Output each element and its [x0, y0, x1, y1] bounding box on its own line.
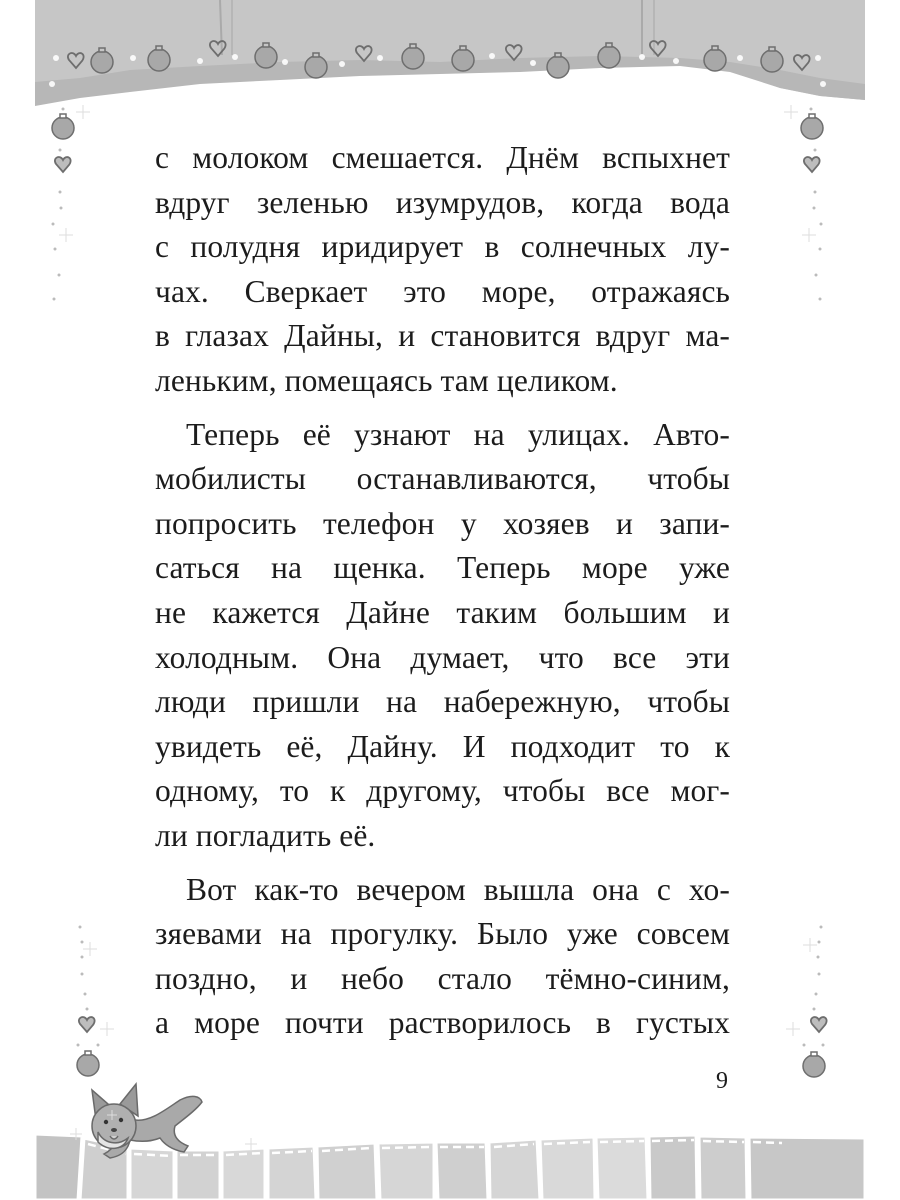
running-puppy-illustration: [92, 1084, 202, 1158]
text-line: с молоком смешается. Днём вспыхнет: [155, 140, 730, 175]
text-line: не кажется Дайне таким большим и: [155, 594, 730, 630]
left-lower-ornaments: [30, 900, 140, 1080]
paragraph-3: [155, 868, 730, 1046]
page-number: 9: [716, 1068, 728, 1094]
text-line: ли погладить её.: [155, 817, 376, 853]
text-line: с полудня иридирует в солнечных лу-: [155, 229, 730, 265]
text-line: люди пришли на набережную, чтобы: [155, 684, 730, 720]
text-line: вдруг зеленью изумрудов, когда вода: [155, 184, 730, 220]
text-line: саться на щенка. Теперь море уже: [155, 550, 730, 586]
text-line: попросить телефон у хозяев и запи-: [155, 505, 730, 541]
left-side-ornaments: [30, 100, 140, 360]
text-line: чах. Сверкает это море, отражаясь: [155, 273, 730, 309]
text-line: увидеть её, Дайну. И подходит то к: [155, 728, 730, 764]
heart-icon: [804, 157, 820, 172]
text-line: зяевами на прогулку. Было уже совсем: [155, 916, 730, 952]
heart-icon: [55, 157, 71, 172]
paragraph-2: [155, 413, 730, 859]
bottom-fabric-strip: [0, 1080, 900, 1200]
text-line: леньким, помещаясь там целиком.: [155, 362, 618, 398]
text-line: Теперь её узнают на улицах. Авто-: [186, 416, 730, 452]
text-line: холодным. Она думает, что все эти: [155, 639, 730, 675]
ornament-icon: [801, 114, 823, 139]
heart-icon: [79, 1017, 95, 1032]
body-text: [155, 136, 730, 1046]
text-line: поздно, и небо стало тёмно-синим,: [155, 960, 730, 996]
text-line: в глазах Дайны, и становится вдруг ма-: [155, 318, 730, 354]
ornament-icon: [52, 114, 74, 139]
text-line: а море почти растворилось в густых: [155, 1005, 730, 1041]
heart-icon: [811, 1017, 827, 1032]
paragraph-1: [155, 136, 730, 404]
right-lower-ornaments: [760, 900, 870, 1080]
text-line: Вот как-то вечером вышла она с хо-: [186, 871, 730, 907]
text-line: одному, то к другому, чтобы все мог-: [155, 773, 730, 809]
text-line: мобилисты останавливаются, чтобы: [155, 461, 730, 497]
ornament-icon: [803, 1052, 825, 1077]
ornament-icon: [77, 1051, 99, 1076]
right-side-ornaments: [760, 100, 870, 360]
